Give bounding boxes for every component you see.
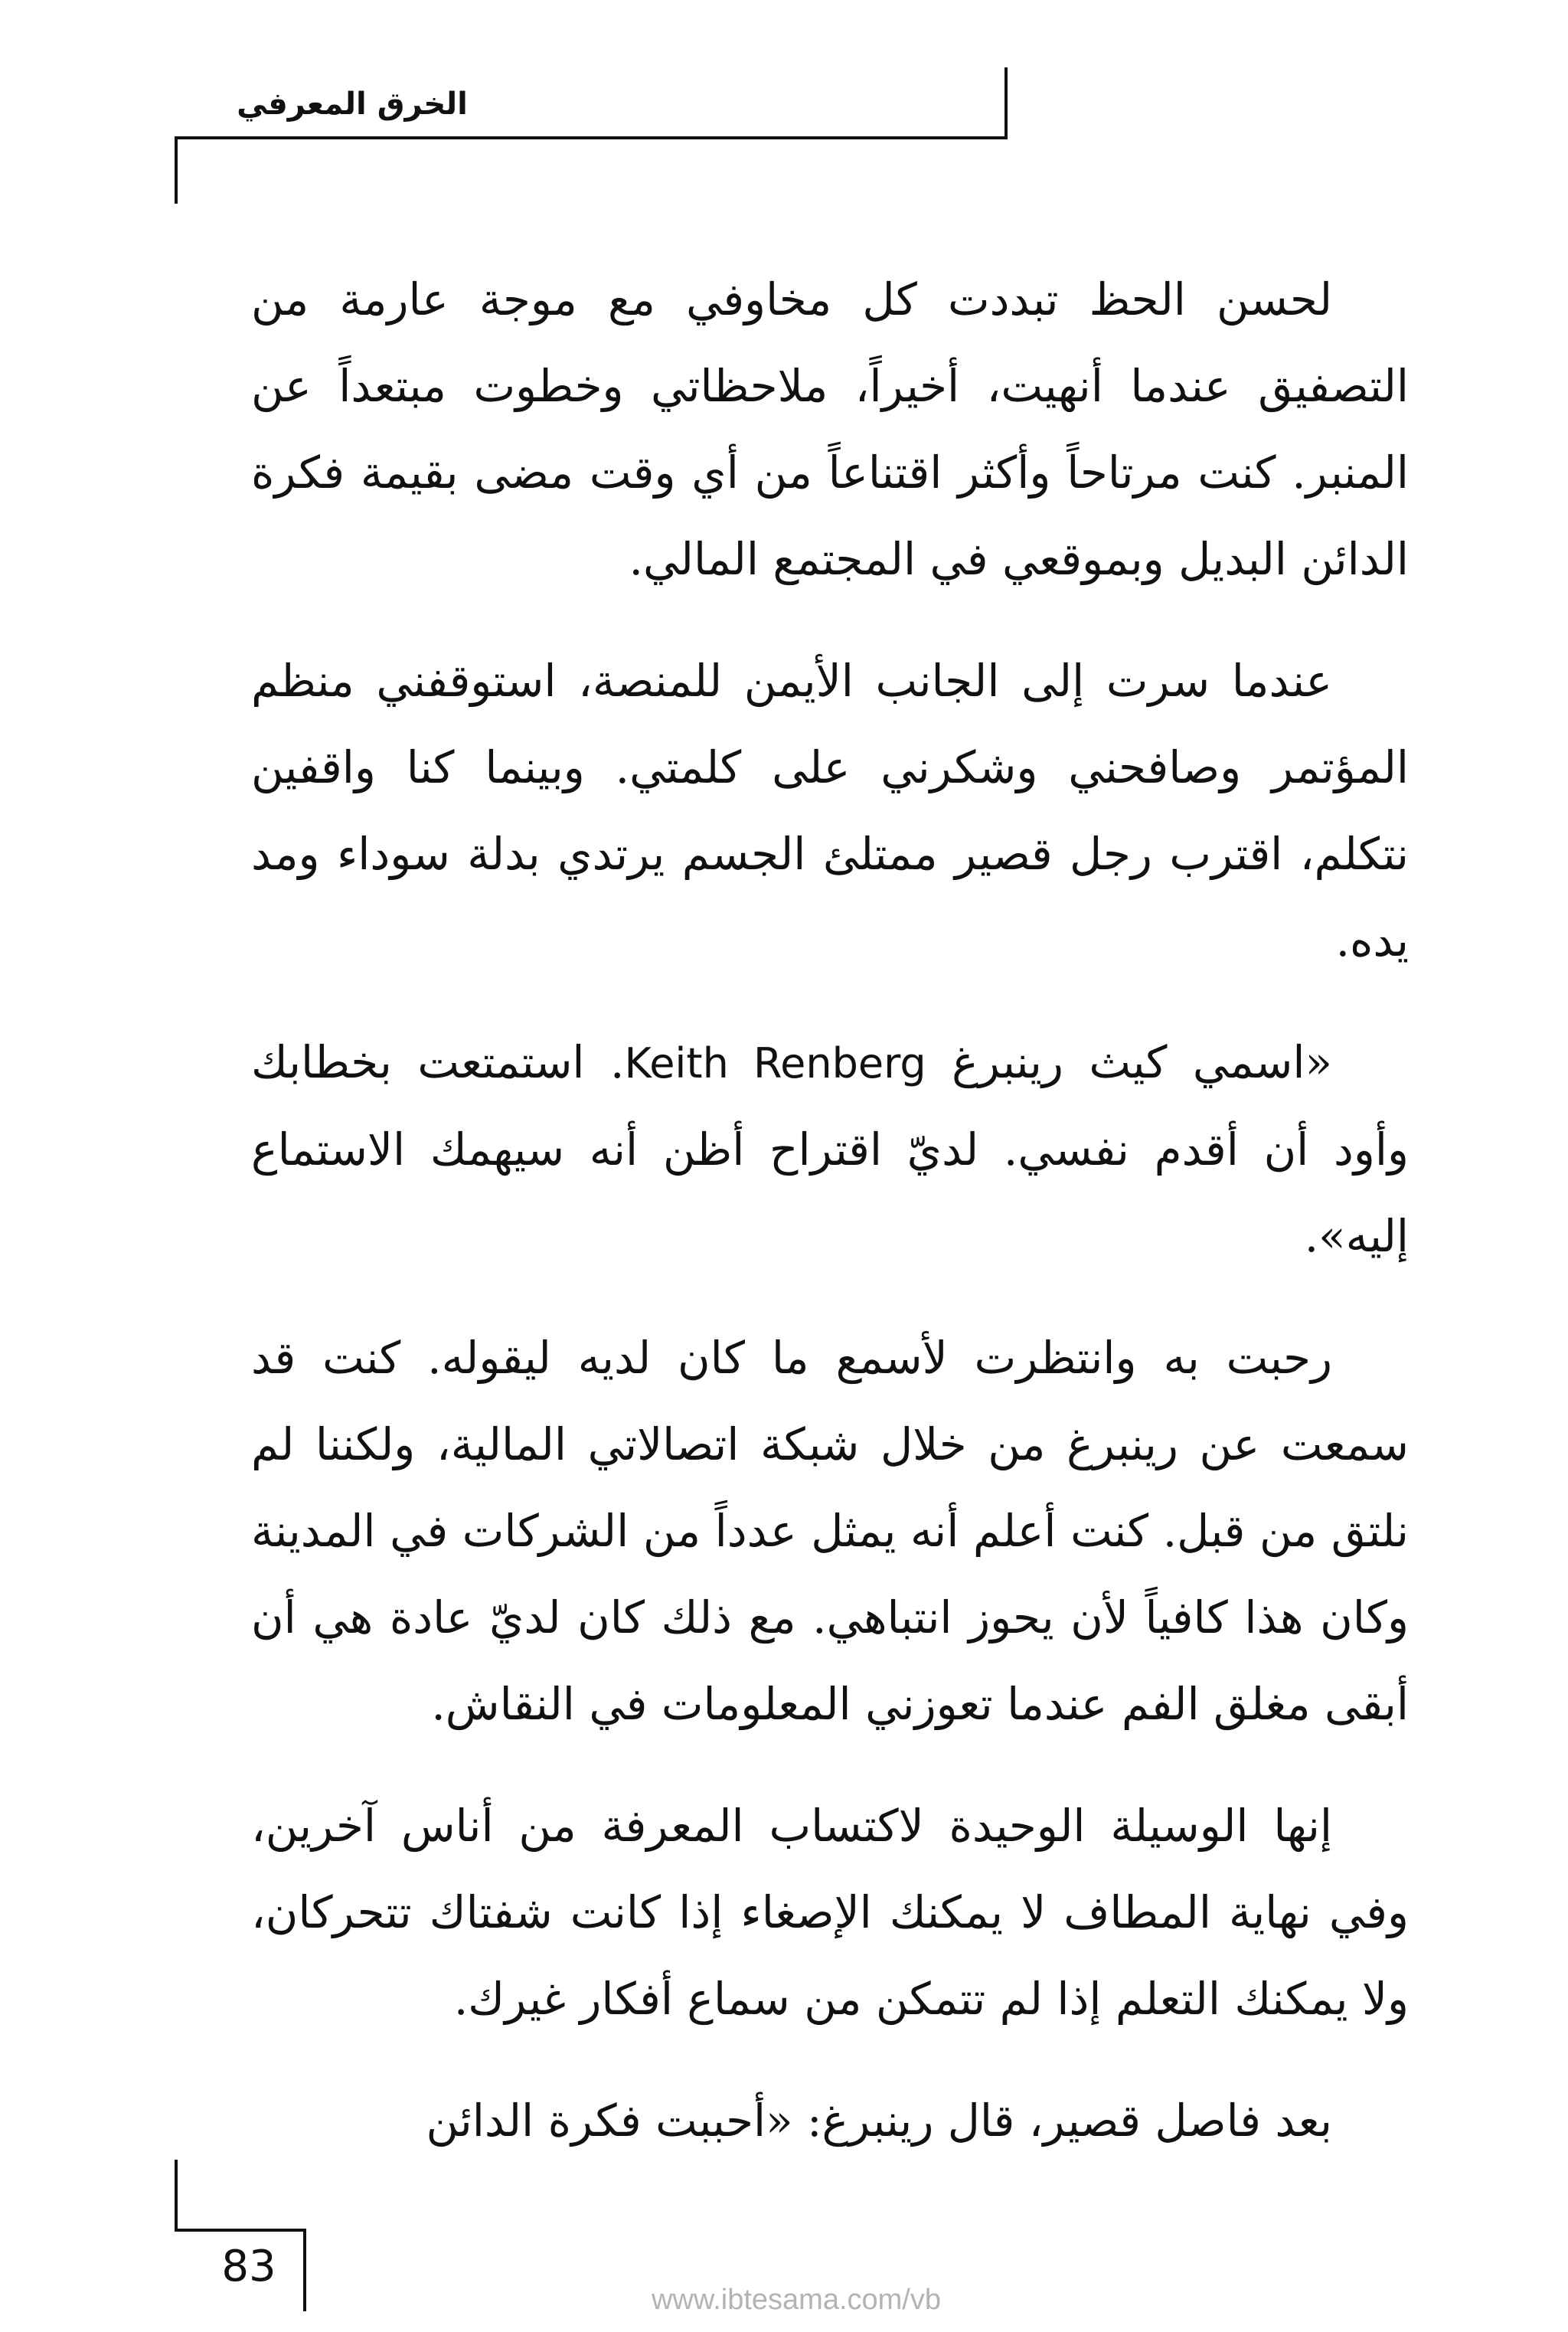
header-frame-left-rule [175,136,178,204]
watermark-url: www.ibtesama.com/vb [651,2284,941,2316]
paragraph-6: بعد فاصل قصير، قال رينبرغ: «أحببت فكرة الدائن [426,2095,1332,2147]
paragraph-4: رحبت به وانتظرت لأسمع ما كان لديه ليقوله. كنت قد سمعت عن رينبرغ من خلال شبكة اتصالاتي المالية، ولكننا لم نلتق من قبل. كنت أعلم أنه يمثل عدداً من الشركات في المدينة وكان هذا كافياً لأن يحوز انتباهي. مع ذلك كان لديّ عادة هي أن أبقى مغلق الفم عندما تعوزني المعلومات في النقاش. [251,1332,1409,1730]
running-header-title: الخرق المعرفي [237,87,468,122]
header-frame-right-rule [1004,67,1008,138]
latin-name: Keith Renberg [624,1039,926,1088]
paragraph-2: عندما سرت إلى الجانب الأيمن للمنصة، استوقفني منظم المؤتمر وصافحني وشكرني على كلمتي. وبينما كنا واقفين نتكلم، اقترب رجل قصير ممتلئ الجسم يرتدي بدلة سوداء ومد يده. [251,655,1410,966]
paragraph-5: إنها الوسيلة الوحيدة لاكتساب المعرفة من أناس آخرين، وفي نهاية المطاف لا يمكنك الإصغاء إذا كانت شفتاك تتحركان، ولا يمكنك التعلم إذا لم تتمكن من سماع أفكار غيرك. [251,1800,1409,2025]
page-number: 83 [221,2242,276,2291]
paragraph-3 [251,1019,1409,1280]
paragraph-3-after: . استمتعت بخطابك وأود أن أقدم نفسي. لديّ اقتراح أظن أنه سيهمك الاستماع إليه». [251,1036,1409,1262]
page-body [251,257,1409,2164]
paragraph-1: لحسن الحظ تبددت كل مخاوفي مع موجة عارمة من التصفيق عندما أنهيت، أخيراً، ملاحظاتي وخطوت مبتعداً عن المنبر. كنت مرتاحاً وأكثر اقتناعاً من أي وقت مضى بقيمة فكرة الدائن البديل وبموقعي في المجتمع المالي. [251,273,1410,585]
header-frame-rule [175,136,1008,139]
footer-frame-right-rule [303,2229,306,2311]
paragraph-3-before: «اسمي كيث رينبرغ [952,1036,1332,1088]
footer-frame-rule [175,2229,306,2232]
footer-frame-left-rule [175,2160,178,2230]
